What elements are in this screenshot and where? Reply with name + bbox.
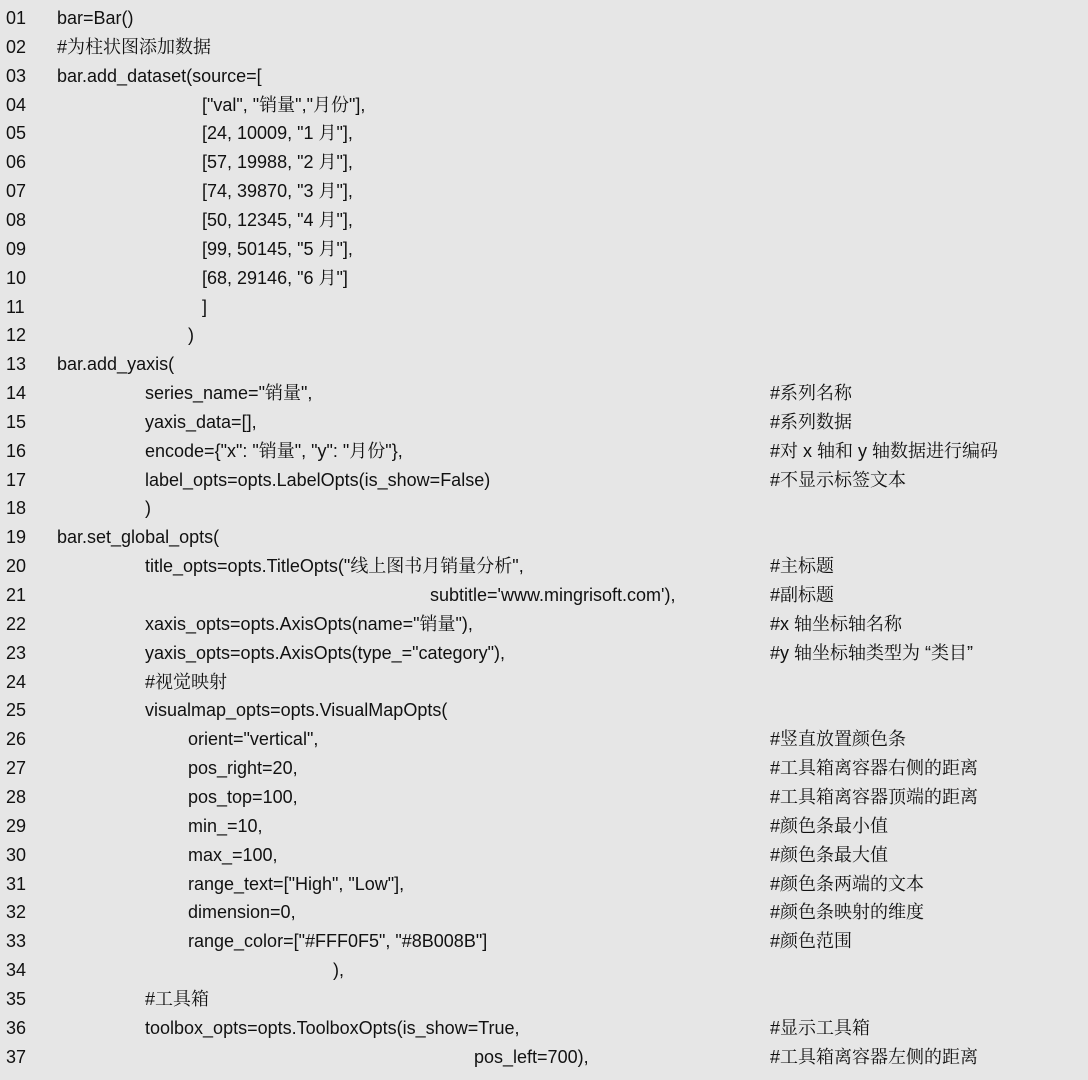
code-line — [0, 148, 1088, 177]
code-line — [0, 264, 1088, 293]
code-text: ["val", "销量","月份"], — [202, 94, 366, 115]
line-number: 15 — [6, 411, 27, 432]
code-text: bar.set_global_opts( — [57, 527, 220, 548]
code-line — [0, 1014, 1088, 1043]
line-number: 34 — [6, 960, 27, 981]
line-number: 23 — [6, 642, 27, 663]
line-number: 10 — [6, 267, 27, 288]
code-text: #工具箱 — [145, 988, 210, 1009]
line-number: 18 — [6, 498, 27, 519]
line-number: 20 — [6, 556, 27, 577]
code-comment: #显示工具箱 — [770, 1017, 871, 1038]
code-text: max_=100, — [188, 844, 278, 865]
code-comment: #竖直放置颜色条 — [770, 729, 907, 750]
code-line — [0, 350, 1088, 379]
code-line — [0, 927, 1088, 956]
code-text: [74, 39870, "3 月"], — [202, 181, 353, 202]
code-comment: #x 轴坐标轴名称 — [770, 613, 903, 634]
line-number: 21 — [6, 585, 27, 605]
line-number: 22 — [6, 613, 27, 634]
code-text: [50, 12345, "4 月"], — [202, 209, 353, 230]
line-number: 03 — [6, 65, 27, 86]
code-text: toolbox_opts=opts.ToolboxOpts(is_show=True, — [145, 1017, 520, 1038]
line-number: 25 — [6, 700, 27, 721]
code-comment: #工具箱离容器左侧的距离 — [770, 1046, 979, 1067]
code-line — [0, 696, 1088, 725]
code-comment: #对 x 轴和 y 轴数据进行编码 — [770, 440, 999, 461]
code-line — [0, 62, 1088, 91]
line-number: 37 — [6, 1046, 27, 1067]
code-text: pos_top=100, — [188, 786, 298, 807]
code-line — [0, 812, 1088, 841]
code-text: [24, 10009, "1 月"], — [202, 123, 353, 144]
line-number: 14 — [6, 383, 27, 404]
line-number: 13 — [6, 354, 27, 375]
code-line — [0, 4, 1088, 33]
code-comment: #工具箱离容器右侧的距离 — [770, 758, 979, 779]
code-text: encode={"x": "销量", "y": "月份"}, — [145, 440, 403, 461]
line-number: 26 — [6, 729, 27, 750]
code-comment: #y 轴坐标轴类型为 “类目” — [770, 642, 974, 663]
code-text: dimension=0, — [188, 902, 296, 923]
line-number: 27 — [6, 758, 27, 779]
code-line — [0, 523, 1088, 552]
line-number: 07 — [6, 181, 27, 202]
code-text: yaxis_opts=opts.AxisOpts(type_="category"), — [145, 642, 505, 663]
code-comment: #颜色范围 — [770, 931, 853, 952]
code-text: range_text=["High", "Low"], — [188, 873, 405, 894]
code-text: [68, 29146, "6 月"] — [202, 267, 348, 288]
code-line — [0, 783, 1088, 812]
code-text: yaxis_data=[], — [145, 411, 257, 432]
code-line — [0, 408, 1088, 437]
line-number: 36 — [6, 1017, 27, 1038]
code-text: ] — [202, 296, 208, 317]
code-text: visualmap_opts=opts.VisualMapOpts( — [145, 700, 448, 721]
line-number: 11 — [6, 296, 25, 317]
line-number: 32 — [6, 902, 27, 923]
code-text: [57, 19988, "2 月"], — [202, 152, 353, 173]
code-text: pos_right=20, — [188, 758, 298, 779]
code-line — [0, 494, 1088, 523]
code-comment: #颜色条映射的维度 — [770, 902, 925, 923]
code-comment: #副标题 — [770, 585, 835, 605]
line-number: 30 — [6, 844, 27, 865]
code-line — [0, 956, 1088, 985]
code-line — [0, 898, 1088, 927]
code-text: bar=Bar() — [57, 8, 134, 28]
code-comment: #工具箱离容器顶端的距离 — [770, 786, 979, 807]
code-line — [0, 206, 1088, 235]
code-line — [0, 870, 1088, 899]
line-number: 16 — [6, 440, 27, 461]
code-line — [0, 610, 1088, 639]
code-comment: #不显示标签文本 — [770, 469, 907, 490]
line-number: 08 — [6, 209, 27, 230]
code-comment: #颜色条最小值 — [770, 815, 889, 836]
line-number: 33 — [6, 931, 27, 952]
code-text: bar.add_yaxis( — [57, 354, 175, 375]
line-number: 12 — [6, 325, 27, 346]
code-comment: #系列名称 — [770, 383, 853, 404]
code-line — [0, 639, 1088, 668]
line-number: 06 — [6, 152, 27, 173]
code-line — [0, 985, 1088, 1014]
code-line — [0, 552, 1088, 581]
code-line — [0, 177, 1088, 206]
code-text: pos_left=700), — [474, 1046, 589, 1067]
code-line — [0, 668, 1088, 697]
code-line — [0, 1043, 1088, 1072]
code-line — [0, 321, 1088, 350]
line-number: 28 — [6, 786, 27, 807]
code-text: min_=10, — [188, 815, 263, 836]
code-text: range_color=["#FFF0F5", "#8B008B"] — [188, 931, 488, 952]
code-line — [0, 754, 1088, 783]
code-text: xaxis_opts=opts.AxisOpts(name="销量"), — [145, 613, 473, 634]
code-text: [99, 50145, "5 月"], — [202, 238, 353, 259]
code-line — [0, 581, 1088, 610]
line-number: 24 — [6, 671, 27, 692]
line-number: 17 — [6, 469, 27, 490]
code-comment: #系列数据 — [770, 411, 853, 432]
code-comment: #颜色条最大值 — [770, 844, 889, 865]
code-text: series_name="销量", — [145, 383, 313, 404]
code-line — [0, 379, 1088, 408]
code-text: #为柱状图添加数据 — [57, 36, 212, 57]
code-line — [0, 33, 1088, 62]
code-line — [0, 437, 1088, 466]
code-text: title_opts=opts.TitleOpts("线上图书月销量分析", — [145, 556, 524, 577]
code-text: bar.add_dataset(source=[ — [57, 65, 262, 86]
code-line — [0, 293, 1088, 322]
code-line — [0, 725, 1088, 754]
line-number: 35 — [6, 988, 27, 1009]
code-comment: #颜色条两端的文本 — [770, 873, 925, 894]
line-number: 09 — [6, 238, 27, 259]
line-number: 01 — [6, 8, 27, 28]
line-number: 04 — [6, 94, 27, 115]
code-comment: #主标题 — [770, 556, 835, 577]
line-number: 29 — [6, 815, 27, 836]
code-line — [0, 235, 1088, 264]
code-line — [0, 466, 1088, 495]
code-text: #视觉映射 — [145, 671, 228, 692]
code-text: ) — [188, 325, 194, 346]
code-text: subtitle='www.mingrisoft.com'), — [430, 585, 676, 605]
code-line — [0, 119, 1088, 148]
line-number: 02 — [6, 36, 27, 57]
code-line — [0, 841, 1088, 870]
code-text: label_opts=opts.LabelOpts(is_show=False) — [145, 469, 491, 490]
line-number: 31 — [6, 873, 27, 894]
code-text: ), — [333, 960, 344, 981]
code-text: ) — [145, 498, 151, 519]
code-line — [0, 91, 1088, 120]
code-text: orient="vertical", — [188, 729, 319, 750]
line-number: 19 — [6, 527, 27, 548]
line-number: 05 — [6, 123, 27, 144]
